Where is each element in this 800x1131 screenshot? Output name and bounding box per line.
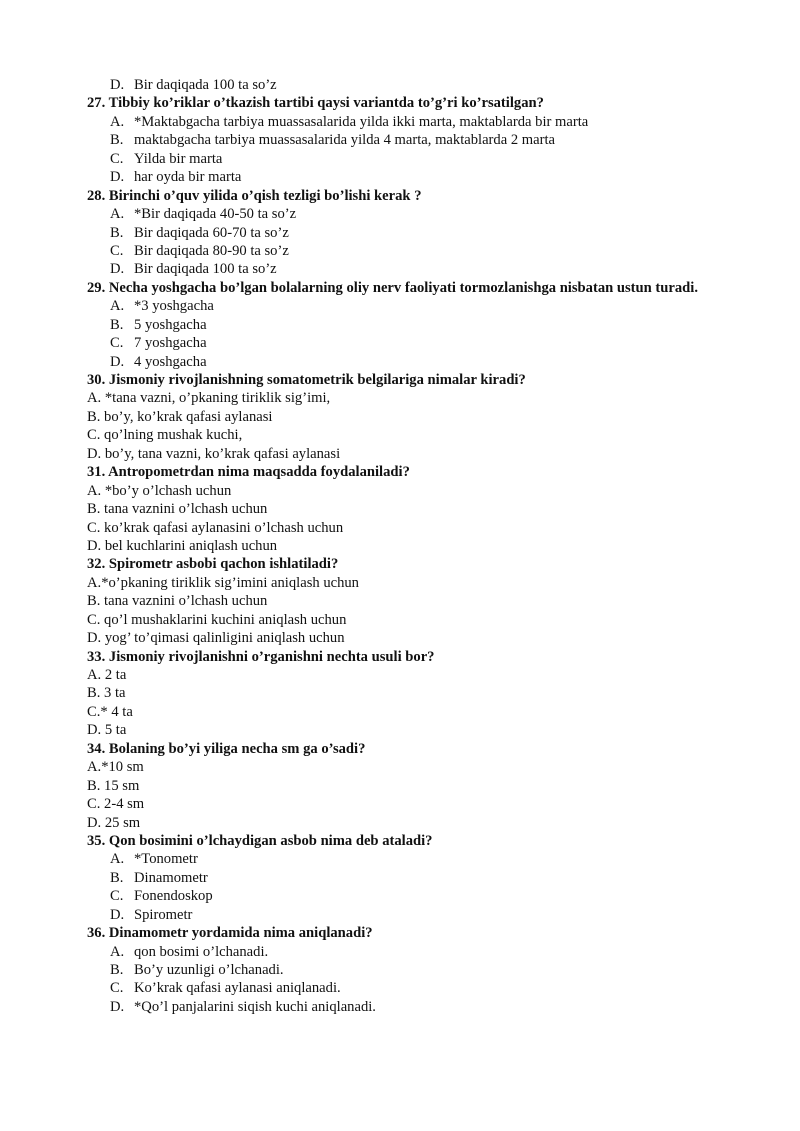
option-letter: B. [110, 869, 124, 886]
answer-option: D. bo’y, tana vazni, ko’krak qafasi aylanasi [87, 445, 341, 462]
option-text: maktabgacha tarbiya muassasalarida yilda 4 marta, maktablarda 2 marta [134, 132, 556, 149]
option-text: Bir daqiqada 80-90 ta so’z [134, 242, 289, 259]
option-text: Dinamometr [134, 869, 208, 886]
answer-option [0, 205, 800, 223]
question-text: 29. Necha yoshgacha bo’lgan bolalarning oliy nerv faoliyati tormozlanishga nisbatan ustun turadi. [87, 279, 698, 296]
answer-option [0, 887, 800, 905]
answer-option: C. qo’l mushaklarini kuchini aniqlash uchun [87, 611, 347, 628]
option-letter: C. [110, 888, 124, 905]
question-text: 31. Antropometrdan nima maqsadda foydalaniladi? [87, 464, 410, 481]
option-text: qon bosimi o’lchanadi. [134, 943, 269, 960]
question-text: 27. Tibbiy ko’riklar o’tkazish tartibi qaysi variantda to’g’ri ko’rsatilgan? [87, 95, 544, 112]
option-text: Spirometr [134, 906, 193, 923]
answer-option [0, 131, 800, 149]
option-letter: C. [110, 335, 124, 352]
answer-option: B. tana vaznini o’lchash uchun [87, 593, 268, 610]
answer-option [0, 76, 800, 94]
option-letter: D. [110, 261, 125, 278]
option-letter: B. [110, 316, 124, 333]
answer-option [0, 869, 800, 887]
option-letter: D. [110, 906, 125, 923]
option-text: Bir daqiqada 60-70 ta so’z [134, 224, 289, 241]
option-text: Yilda bir marta [134, 150, 223, 167]
option-letter: C. [110, 980, 124, 997]
question-text: 28. Birinchi o’quv yilida o’qish tezligi bo’lishi kerak ? [87, 187, 422, 204]
option-letter: D. [110, 169, 125, 186]
option-text: Bir daqiqada 100 ta so’z [134, 77, 277, 93]
option-text: Bo’y uzunligi o’lchanadi. [134, 962, 284, 979]
option-text: 4 yoshgacha [134, 353, 207, 370]
answer-option [0, 150, 800, 168]
question-text: 32. Spirometr asbobi qachon ishlatiladi? [87, 556, 339, 573]
answer-option [0, 961, 800, 979]
option-text: *Tonometr [134, 851, 198, 868]
option-text: *Maktabgacha tarbiya muassasalarida yilda ikki marta, maktablarda bir marta [134, 113, 589, 130]
answer-option: A. 2 ta [87, 667, 127, 684]
answer-option [0, 260, 800, 278]
option-letter: C. [110, 242, 124, 259]
question-text: 30. Jismoniy rivojlanishning somatometrik belgilariga nimalar kiradi? [87, 372, 526, 389]
answer-option [0, 297, 800, 315]
answer-option: A.*o’pkaning tiriklik sig’imini aniqlash uchun [87, 574, 359, 591]
question-text: 34. Bolaning bo’yi yiliga necha sm ga o’sadi? [87, 740, 366, 757]
option-letter: D. [110, 77, 125, 93]
option-text: *Bir daqiqada 40-50 ta so’z [134, 206, 297, 223]
option-text: *Qo’l panjalarini siqish kuchi aniqlanadi. [134, 998, 376, 1015]
option-letter: B. [110, 132, 124, 149]
option-text: *3 yoshgacha [134, 298, 214, 315]
answer-option [0, 334, 800, 352]
answer-option: D. bel kuchlarini aniqlash uchun [87, 537, 278, 554]
answer-option [0, 998, 800, 1016]
answer-option: D. yog’ to’qimasi qalinligini aniqlash uchun [87, 630, 345, 647]
option-letter: D. [110, 353, 125, 370]
answer-option [0, 353, 800, 371]
answer-option [0, 850, 800, 868]
answer-option [0, 979, 800, 997]
option-letter: B. [110, 224, 124, 241]
answer-option: A. *tana vazni, o’pkaning tiriklik sig’imi, [87, 390, 331, 407]
option-letter: B. [110, 962, 124, 979]
option-text: Bir daqiqada 100 ta so’z [134, 261, 277, 278]
answer-option: C.* 4 ta [87, 703, 133, 720]
answer-option: A.*10 sm [87, 759, 144, 776]
answer-option: D. 5 ta [87, 722, 127, 739]
option-text: 7 yoshgacha [134, 335, 207, 352]
answer-option [0, 906, 800, 924]
answer-option [0, 316, 800, 334]
answer-option: B. 3 ta [87, 685, 126, 702]
option-letter: A. [110, 851, 125, 868]
option-letter: A. [110, 943, 125, 960]
document-page [0, 76, 800, 1016]
question-text: 35. Qon bosimini o’lchaydigan asbob nima deb ataladi? [87, 832, 433, 849]
answer-option: B. 15 sm [87, 777, 140, 794]
option-text: Fonendoskop [134, 888, 213, 905]
option-letter: D. [110, 998, 125, 1015]
answer-option: C. qo’lning mushak kuchi, [87, 427, 243, 444]
answer-option [0, 242, 800, 260]
answer-option [0, 113, 800, 131]
answer-option [0, 943, 800, 961]
option-text: Ko’krak qafasi aylanasi aniqlanadi. [134, 980, 341, 997]
question-text: 36. Dinamometr yordamida nima aniqlanadi? [87, 925, 373, 942]
answer-option: A. *bo’y o’lchash uchun [87, 482, 232, 499]
option-letter: C. [110, 150, 124, 167]
option-letter: A. [110, 206, 125, 223]
option-letter: A. [110, 113, 125, 130]
answer-option: C. 2-4 sm [87, 796, 145, 813]
answer-option: D. 25 sm [87, 814, 141, 831]
option-letter: A. [110, 298, 125, 315]
answer-option: B. bo’y, ko’krak qafasi aylanasi [87, 408, 273, 425]
question-text: 33. Jismoniy rivojlanishni o’rganishni nechta usuli bor? [87, 648, 435, 665]
option-text: 5 yoshgacha [134, 316, 207, 333]
answer-option [0, 168, 800, 186]
option-text: har oyda bir marta [134, 169, 242, 186]
answer-option [0, 224, 800, 242]
answer-option: C. ko’krak qafasi aylanasini o’lchash uchun [87, 519, 344, 536]
answer-option: B. tana vaznini o’lchash uchun [87, 501, 268, 518]
